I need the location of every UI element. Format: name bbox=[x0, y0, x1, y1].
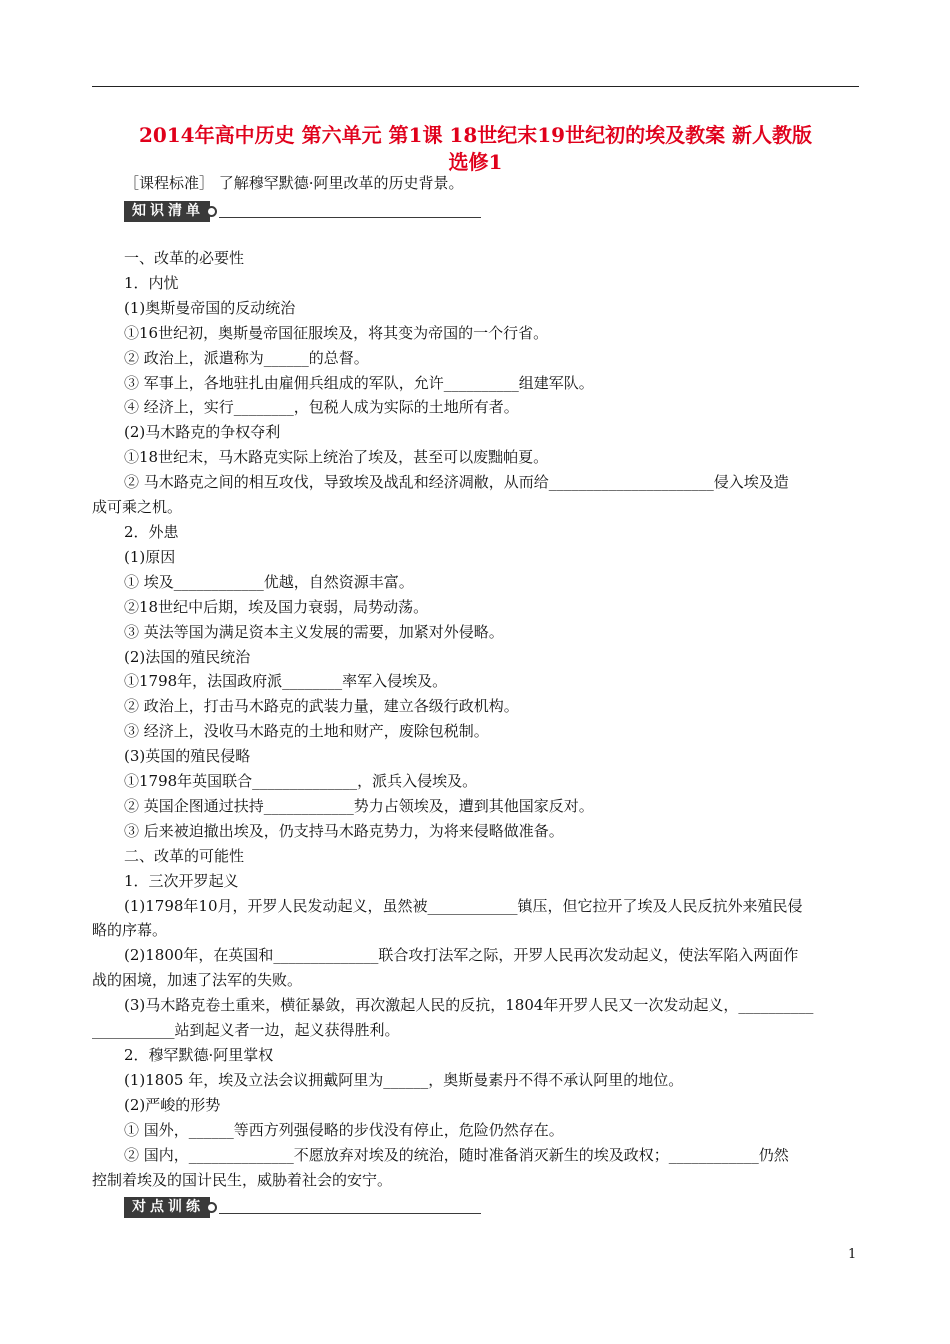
text-line: ③ 后来被迫撤出埃及，仍支持马木路克势力，为将来侵略做准备。 bbox=[124, 821, 564, 840]
text-line: (2)马木路克的争权夺利 bbox=[124, 423, 281, 442]
text-line: (1)1798年10月，开罗人民发动起义，虽然被____________镇压，但它拉开了埃及人民反抗外来殖民侵 bbox=[124, 896, 803, 915]
text-line: ③ 军事上，各地驻扎由雇佣兵组成的军队，允许__________组建军队。 bbox=[124, 373, 594, 392]
text-line: (2)严峻的形势 bbox=[124, 1095, 221, 1114]
text-line: 1．内忧 bbox=[124, 273, 179, 292]
bullet-dot-icon bbox=[206, 1202, 217, 1213]
section-label: 对点训练 bbox=[124, 1197, 210, 1218]
text-line: ①16世纪初，奥斯曼帝国征服埃及，将其变为帝国的一个行省。 bbox=[124, 323, 549, 342]
text-line: ① 埃及____________优越，自然资源丰富。 bbox=[124, 572, 414, 591]
text-line: 控制着埃及的国计民生，威胁着社会的安宁。 bbox=[92, 1170, 393, 1189]
course-standard: ［课程标准］ 了解穆罕默德·阿里改革的历史背景。 bbox=[124, 174, 464, 192]
text-line: 1．三次开罗起义 bbox=[124, 871, 239, 890]
page-number: 1 bbox=[848, 1247, 857, 1262]
header-rule bbox=[92, 86, 859, 87]
text-line: (1)1805 年，埃及立法会议拥戴阿里为______，奥斯曼素丹不得不承认阿里的地位。 bbox=[124, 1070, 684, 1089]
text-line: ② 政治上，派遣称为______的总督。 bbox=[124, 348, 369, 367]
text-line: (3)英国的殖民侵略 bbox=[124, 747, 251, 766]
text-line: 2．外患 bbox=[124, 522, 179, 541]
text-line: (2)1800年，在英国和______________联合攻打法军之际，开罗人民再次发动起义，使法军陷入两面作 bbox=[124, 946, 799, 965]
text-line: (1)原因 bbox=[124, 547, 176, 566]
document-title bbox=[92, 122, 859, 176]
text-line: ② 英国企图通过扶持____________势力占领埃及，遭到其他国家反对。 bbox=[124, 796, 594, 815]
text-line: 成可乘之机。 bbox=[92, 498, 183, 517]
title-line-2: 选修1 bbox=[448, 150, 503, 174]
section-rule bbox=[219, 217, 481, 218]
text-line: 二、改革的可能性 bbox=[124, 846, 245, 865]
text-line: ③ 经济上，没收马木路克的土地和财产，废除包税制。 bbox=[124, 722, 489, 741]
body-text bbox=[92, 246, 859, 1192]
text-line: ② 国内，______________不愿放弃对埃及的统治，随时准备消灭新生的埃及政权；____________仍然 bbox=[124, 1145, 789, 1164]
text-line: ① 国外，______等西方列强侵略的步伐没有停止，危险仍然存在。 bbox=[124, 1120, 564, 1139]
text-line: ② 政治上，打击马木路克的武装力量，建立各级行政机构。 bbox=[124, 697, 519, 716]
text-line: ② 马木路克之间的相互攻伐，导致埃及战乱和经济凋敝，从而给______________________侵入埃及造 bbox=[124, 473, 789, 492]
text-line: (2)法国的殖民统治 bbox=[124, 647, 251, 666]
text-line: ③ 英法等国为满足资本主义发展的需要，加紧对外侵略。 bbox=[124, 622, 504, 641]
text-line: ①1798年英国联合______________，派兵入侵埃及。 bbox=[124, 772, 478, 791]
text-line: 略的序幕。 bbox=[92, 921, 168, 940]
section-rule bbox=[219, 1213, 481, 1214]
text-line: (1)奥斯曼帝国的反动统治 bbox=[124, 298, 296, 317]
text-line: ④ 经济上，实行________，包税人成为实际的土地所有者。 bbox=[124, 398, 519, 417]
section-header-knowledge bbox=[124, 199, 481, 224]
text-line: (3)马木路克卷土重来，横征暴敛，再次激起人民的反抗，1804年开罗人民又一次发动起义，__________ bbox=[124, 996, 814, 1015]
bullet-dot-icon bbox=[206, 206, 217, 217]
text-line: ___________站到起义者一边，起义获得胜利。 bbox=[92, 1021, 400, 1040]
title-line-1: 2014年高中历史 第六单元 第1课 18世纪末19世纪初的埃及教案 新人教版 bbox=[138, 123, 813, 147]
text-line: ②18世纪中后期，埃及国力衰弱，局势动荡。 bbox=[124, 597, 429, 616]
text-line: 一、改革的必要性 bbox=[124, 249, 245, 267]
text-line: ①1798年，法国政府派________率军入侵埃及。 bbox=[124, 672, 448, 691]
text-line: 2．穆罕默德·阿里掌权 bbox=[124, 1046, 274, 1064]
text-line: ①18世纪末，马木路克实际上统治了埃及，甚至可以废黜帕夏。 bbox=[124, 448, 549, 467]
section-header-practice bbox=[124, 1195, 481, 1220]
text-line: 战的困境，加速了法军的失败。 bbox=[92, 971, 303, 990]
section-label: 知识清单 bbox=[124, 201, 210, 222]
